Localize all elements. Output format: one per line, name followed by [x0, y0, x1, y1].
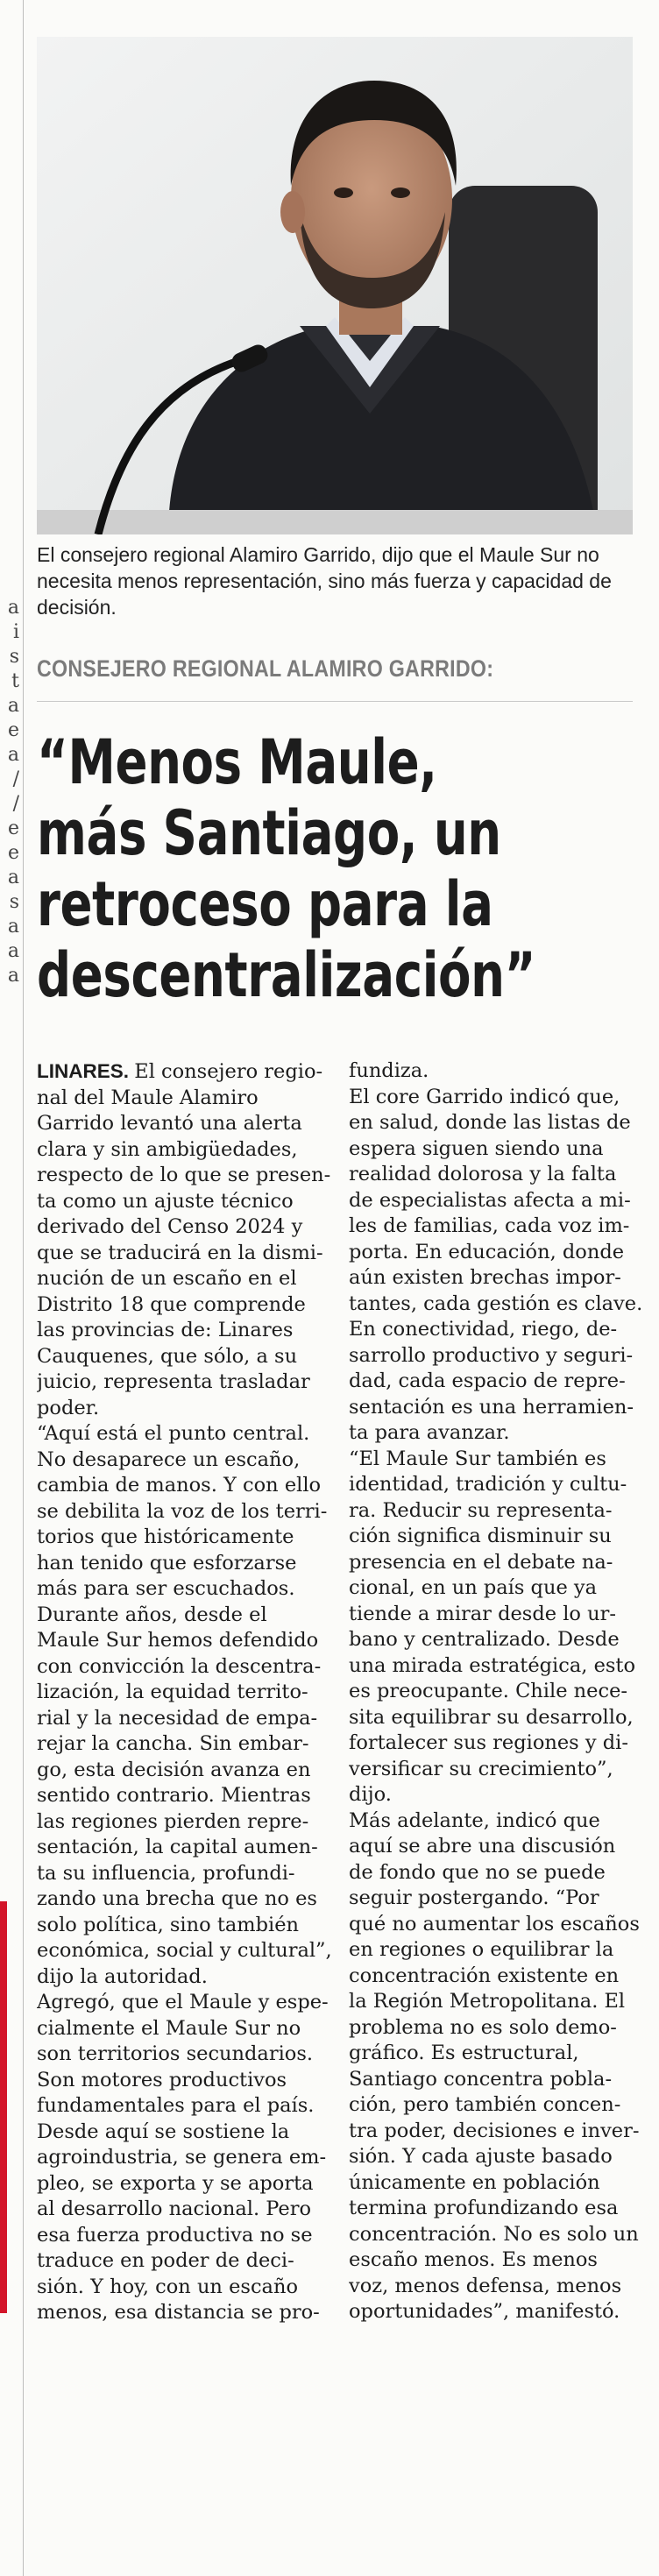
body-text-line: tra poder, decisiones e inver- [349, 2119, 640, 2142]
body-text-line: ra. Reducir su representa- [349, 1498, 613, 1522]
body-text-line: qué no aumentar los escaños [349, 1912, 640, 1936]
body-text-line: Durante años, desde el [37, 1603, 267, 1626]
gutter-letter: / [12, 768, 19, 790]
body-text-line: gráfico. Es estructural, [349, 2042, 579, 2064]
body-text-line [37, 1058, 333, 1086]
body-text-line: derivado del Censo 2024 y [37, 1215, 303, 1238]
body-text-line: sión. Y hoy, con un escaño [37, 2275, 298, 2298]
body-text-line: sentación es una herramien- [349, 1395, 634, 1419]
dateline: LINARES. [37, 1060, 135, 1082]
gutter-letter: i [12, 621, 19, 643]
body-text-line: termina profundizando esa [349, 2197, 619, 2219]
body-text-line: presencia en el debate na- [349, 1550, 613, 1574]
gutter-letter: s [9, 891, 19, 913]
body-text-line: “Aquí está el punto central. [37, 1422, 310, 1445]
body-text-line: de fondo que no se puede [349, 1860, 606, 1884]
body-text-line: problema no es solo demo- [349, 2015, 617, 2039]
body-text-line: fundamentales para el país. [37, 2094, 315, 2117]
body-text-line: sión. Y cada ajuste basado [349, 2145, 613, 2168]
body-text-line: más para ser escuchados. [37, 1577, 295, 1600]
body-text-line: No desaparece un escaño, [37, 1447, 301, 1471]
body-text-line: sarrollo productivo y seguri- [349, 1343, 634, 1367]
body-text-line: cialmente el Maule Sur no [37, 2016, 301, 2040]
body-text-line: que se traducirá en la dismi- [37, 1241, 323, 1264]
headline-line: descentralización” [37, 939, 536, 1011]
body-text-line: tantes, cada gestión es clave. [349, 1292, 643, 1315]
body-text-line: sentación, la capital aumen- [37, 1836, 318, 1858]
body-text-line: oportunidades”, manifestó. [349, 2300, 620, 2323]
body-text-line: nución de un escaño en el [37, 1267, 297, 1290]
body-column-left [37, 1058, 333, 2326]
body-text-line: son territorios secundarios. [37, 2042, 314, 2065]
gutter-letter: a [7, 744, 19, 766]
body-text-line: económica, social y cultural”, [37, 1939, 332, 1962]
body-text-line: de especialistas afecta a mi- [349, 1188, 631, 1212]
section-kicker: CONSEJERO REGIONAL ALAMIRO GARRIDO: [37, 655, 494, 682]
body-text-line: Cauquenes, que sólo, a su [37, 1344, 298, 1368]
gutter-letter: / [12, 793, 19, 815]
article-photo [37, 37, 633, 534]
headline-line: “Menos Maule, [37, 726, 437, 798]
body-text-line: al desarrollo nacional. Pero [37, 2197, 311, 2220]
body-text-line: En conectividad, riego, de- [349, 1318, 618, 1341]
gutter-letter: e [7, 817, 19, 839]
gutter-letter: e [7, 842, 19, 864]
body-text-line: El core Garrido indicó que, [349, 1085, 620, 1108]
body-text-line: versificar su crecimiento”, [349, 1757, 613, 1780]
gutter-letter: a [7, 916, 19, 938]
body-text-line: sentido contrario. Mientras [37, 1784, 311, 1807]
body-text-line: “El Maule Sur también es [349, 1447, 606, 1470]
body-text-line: en regiones o equilibrar la [349, 1938, 614, 1961]
body-text-line: tiende a mirar desde lo ur- [349, 1602, 616, 1625]
gutter-letter: a [7, 597, 19, 619]
kicker-rule [37, 701, 633, 702]
body-text-line: cional, en un país que ya [349, 1576, 598, 1599]
body-text-line: Distrito 18 que comprende [37, 1292, 306, 1316]
gutter-letter: a [7, 940, 19, 962]
body-text-line: las provincias de: Linares [37, 1319, 294, 1341]
body-text-line: una mirada estratégica, esto [349, 1653, 636, 1677]
body-text-line: les de familias, cada voz im- [349, 1214, 630, 1237]
body-text-line: bano y centralizado. Desde [349, 1628, 620, 1651]
body-text-line: concentración. No es solo un [349, 2222, 639, 2246]
body-text-line: escaño menos. Es menos [349, 2248, 598, 2271]
body-text-line: únicamente en población [349, 2170, 600, 2194]
body-text-line: dad, cada espacio de repre- [349, 1369, 626, 1392]
body-text-line: rejar la cancha. Sin embar- [37, 1732, 309, 1755]
body-text-line: seguir postergando. “Por [349, 1886, 599, 1909]
body-text-line: han tenido que esforzarse [37, 1551, 297, 1575]
body-text-line: ta su influencia, profundi- [37, 1861, 295, 1885]
body-text-line: con convicción la descentra- [37, 1654, 322, 1678]
gutter-letter: a [7, 867, 19, 888]
body-text-line: realidad dolorosa y la falta [349, 1163, 617, 1185]
adjacent-column-fragment [0, 596, 19, 988]
body-text-line: torios que históricamente [37, 1525, 294, 1548]
body-text-line: dijo la autoridad. [37, 1964, 208, 1988]
body-text-line: traduce en poder de deci- [37, 2249, 294, 2272]
body-text-line: ción, pero también concen- [349, 2093, 621, 2116]
body-column-right [349, 1058, 645, 2325]
body-text-line: la Región Metropolitana. El [349, 1990, 626, 2013]
body-text-line: en salud, donde las listas de [349, 1111, 631, 1134]
body-text-line: sita equilibrar su desarrollo, [349, 1705, 634, 1729]
gutter-letter: a [7, 695, 19, 717]
body-text-line: Garrido levantó una alerta [37, 1112, 302, 1135]
body-text-line: lización, la equidad territo- [37, 1681, 308, 1703]
body-text-line: identidad, tradición y cultu- [349, 1473, 627, 1496]
body-text-line: Desde aquí se sostiene la [37, 2120, 290, 2143]
body-text-line: poder. [37, 1396, 100, 1419]
body-text-line: clara y sin ambigüedades, [37, 1137, 298, 1161]
gutter-letter: e [7, 719, 19, 741]
body-text-line: se debilita la voz de los terri- [37, 1499, 328, 1523]
accent-bar [0, 1901, 7, 2313]
gutter-letter: t [11, 670, 19, 692]
body-text-line: go, esta decisión avanza en [37, 1758, 311, 1781]
headline-line: más Santiago, un [37, 797, 501, 869]
body-text-line: ta para avanzar. [349, 1421, 510, 1444]
portrait-illustration [37, 37, 633, 534]
body-text-line: voz, menos defensa, menos [349, 2274, 622, 2297]
body-text-line: agroindustria, se genera em- [37, 2146, 327, 2169]
body-text-line: solo política, sino también [37, 1913, 300, 1936]
body-text-line: dijo. [349, 1783, 392, 1806]
body-text-line: fundiza. [349, 1059, 429, 1082]
body-text: El consejero regio- [134, 1060, 323, 1083]
body-text-line: es preocupante. Chile nece- [349, 1680, 627, 1702]
body-text-line: concentración existente en [349, 1964, 620, 1987]
body-text-line: las regiones pierden repre- [37, 1809, 309, 1833]
headline-line: retroceso para la [37, 868, 493, 940]
gutter-letter: s [9, 646, 19, 668]
body-text-line: Santiago concentra pobla- [349, 2067, 613, 2091]
body-text-line: Son motores productivos [37, 2068, 287, 2091]
body-text-line: rial y la necesidad de empa- [37, 1706, 318, 1730]
body-text-line: aún existen brechas impor- [349, 1266, 621, 1289]
body-text-line: porta. En educación, donde [349, 1240, 625, 1263]
body-text-line: esa fuerza productiva no se [37, 2223, 313, 2247]
body-text-line: aquí se abre una discusión [349, 1835, 616, 1858]
body-text-line: Agregó, que el Maule y espe- [37, 1991, 329, 2013]
body-text-line: respecto de lo que se presen- [37, 1164, 331, 1186]
body-text-line: nal del Maule Alamiro [37, 1086, 259, 1109]
body-text-line: pleo, se exporta y se aporta [37, 2171, 314, 2195]
body-text-line: Más adelante, indicó que [349, 1808, 600, 1832]
body-text-line: zando una brecha que no es [37, 1887, 317, 1910]
gutter-letter: a [7, 965, 19, 987]
column-divider [23, 0, 24, 2576]
body-text-line: menos, esa distancia se pro- [37, 2301, 320, 2324]
body-text-line: ta como un ajuste técnico [37, 1189, 294, 1213]
body-text-line: ción significa disminuir su [349, 1525, 612, 1547]
photo-caption: El consejero regional Alamiro Garrido, dijo que el Maule Sur no necesita menos representación, sino más fuerza y capacidad de decisión. [37, 543, 612, 619]
headline [37, 727, 598, 1011]
body-text-line: fortalecer sus regiones y di- [349, 1731, 628, 1754]
body-text-line: cambia de manos. Y con ello [37, 1474, 322, 1497]
body-text-line: Maule Sur hemos defendido [37, 1629, 319, 1652]
body-text-line: juicio, representa trasladar [37, 1370, 310, 1393]
body-text-line: espera siguen siendo una [349, 1136, 604, 1160]
